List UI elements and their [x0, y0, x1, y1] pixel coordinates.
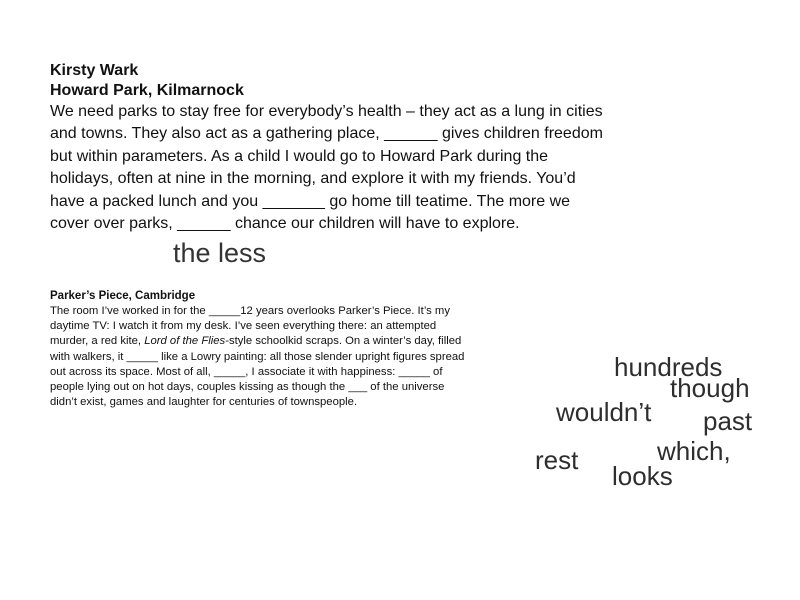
section2-line: didn’t exist, games and laughter for centuries of townspeople.	[50, 396, 358, 409]
section1-line: but within parameters. As a child I would go to Howard Park during the	[50, 147, 549, 165]
section2-line	[50, 334, 464, 349]
word-bank-past: past	[703, 406, 753, 436]
section1-line: cover over parks, ______ chance our children will have to explore.	[50, 215, 520, 233]
section2-title: Parker’s Piece, Cambridge	[50, 290, 196, 302]
section1-line: holidays, often at nine in the morning, and explore it with my friends. You’d	[50, 170, 576, 188]
section1-author: Kirsty Wark	[50, 62, 139, 79]
section2-text: -style schoolkid scraps. On a winter’s day, filled	[225, 335, 462, 348]
word-bank-hundreds: hundreds	[614, 352, 723, 382]
section2-line: The room I’ve worked in for the _____12 years overlooks Parker’s Piece. It’s my	[50, 305, 450, 317]
word-bank-which: which,	[657, 436, 731, 466]
section2-line: daytime TV: I watch it from my desk. I’ve seen everything there: an attempted	[50, 320, 437, 333]
word-bank-looks: looks	[612, 461, 673, 491]
book-title-italic: Lord of the Flies	[144, 335, 226, 348]
section1-paragraph	[50, 101, 603, 235]
word-bank-wouldnt: wouldn’t	[556, 397, 652, 427]
section2-line: out across its space. Most of all, _____, I associate it with happiness: _____ of	[50, 365, 443, 378]
answer-word-the-less: the less	[173, 238, 267, 268]
section1-line: have a packed lunch and you _______ go home till teatime. The more we	[50, 192, 571, 210]
section2-text: murder, a red kite,	[50, 335, 145, 348]
section2-paragraph	[50, 304, 464, 410]
section1-line: We need parks to stay free for everybody’s health – they act as a lung in cities	[50, 103, 603, 120]
section1-line: and towns. They also act as a gathering place, ______ gives children freedom	[50, 125, 603, 143]
word-bank-rest: rest	[535, 445, 579, 475]
section1-place-heading: Howard Park, Kilmarnock	[50, 82, 244, 99]
word-bank-though: though	[670, 373, 750, 403]
section2-line: people lying out on hot days, couples kissing as though the ___ of the universe	[50, 381, 445, 394]
section2-line: with walkers, it _____ like a Lowry painting: all those slender upright figures spread	[50, 350, 465, 363]
